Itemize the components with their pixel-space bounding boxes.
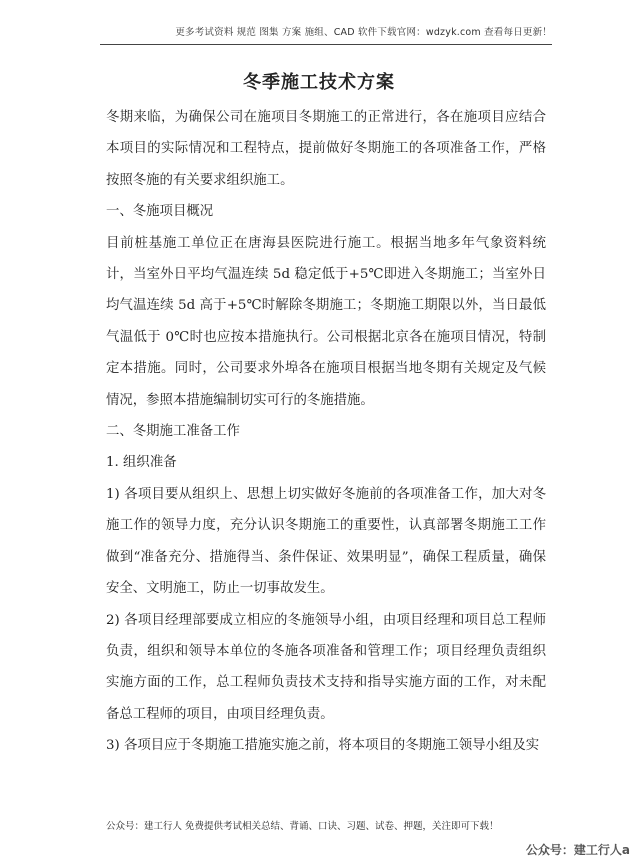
section-heading-overview: 一、冬施项目概况 (106, 204, 214, 220)
footer-notice: 公众号：建工行人 免费提供考试相关总结、背诵、口诀、习题、试卷、押题，关注即可下载！ (106, 821, 499, 832)
list-item: 3) 各项目应于冬期施工措施实施之前，将本项目的冬期施工领导小组及实 (106, 738, 540, 754)
list-item: 1) 各项目要从组织上、思想上切实做好冬施前的各项准备工作，加大对冬施工作的领导力度，充分认识冬期施工的重要性，认真部署冬期施工工作做到“准备充分、措施得当、条件保证、效果明显”，确保工程质量，确保安全、文明施工，防止一切事故发生。 (106, 486, 546, 597)
document-body (106, 102, 546, 762)
intro-paragraph: 冬期来临，为确保公司在施项目冬期施工的正常进行，各在施项目应结合本项目的实际情况和工程特点，提前做好冬期施工的各项准备工作，严格按照冬施的有关要求组织施工。 (106, 110, 546, 188)
overview-paragraph: 目前桩基施工单位正在唐海县医院进行施工。根据当地多年气象资料统计，当室外日平均气温连续 5d 稳定低于+5℃即进入冬期施工；当室外日均气温连续 5d 高于+5℃时解除冬期施工；冬期施工期限以外，当日最低气温低于 0℃时也应按本措施执行。公司根据北京各在施项目情况，特制定本措施。同时，公司要求外埠各在施项目根据当地冬期有关规定及气候情况，参照本措施编制切实可行的冬施措施。 (106, 235, 546, 408)
header-divider (100, 44, 552, 45)
list-item: 2) 各项目经理部要成立相应的冬施领导小组，由项目经理和项目总工程师负责，组织和领导本单位的冬施各项准备和管理工作；项目经理负责组织实施方面的工作，总工程师负责技术支持和指导实施方面的工作，对未配备总工程师的项目，由项目经理负责。 (106, 612, 546, 722)
subsection-heading-organization: 1. 组织准备 (106, 455, 177, 471)
document-title: 冬季施工技术方案 (243, 72, 395, 93)
watermark-text: 公众号：建工行人a (525, 843, 630, 857)
header-banner: 更多考试资料 规范 图集 方案 施组、CAD 软件下载官网：wdzyk.com 查看每日更新！ (175, 27, 552, 38)
section-heading-preparation: 二、冬期施工准备工作 (106, 424, 240, 440)
